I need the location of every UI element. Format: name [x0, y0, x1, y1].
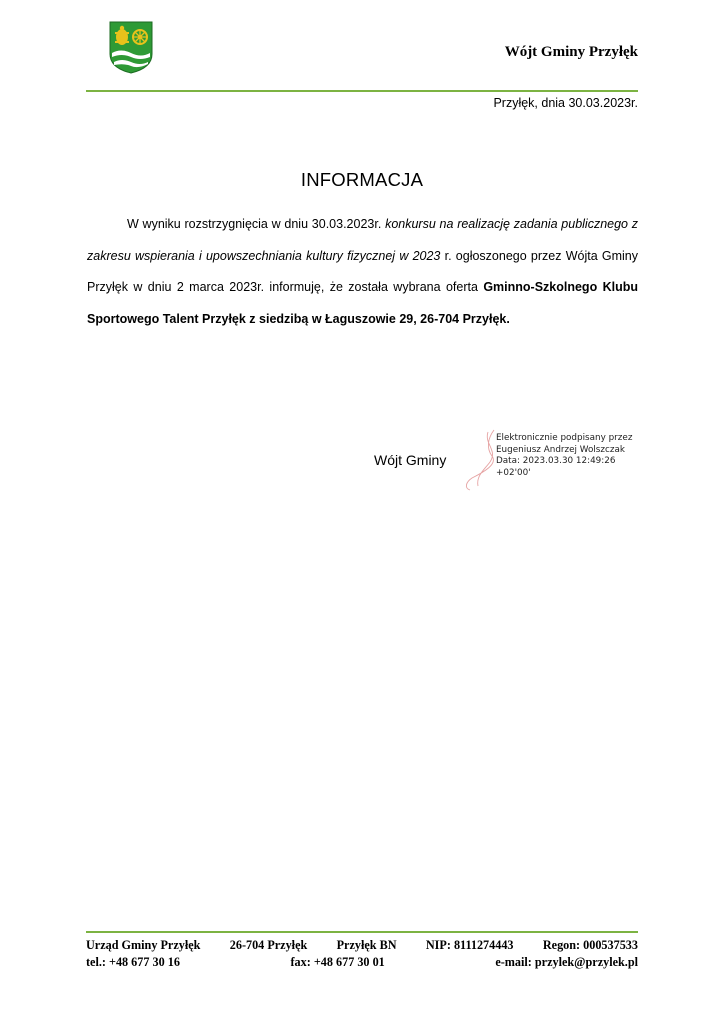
e-signature-line-1: Elektronicznie podpisany przez [496, 433, 633, 443]
header-org-name: Wójt Gminy Przyłęk [504, 44, 638, 60]
header-divider [86, 90, 638, 92]
signer-title: Wójt Gminy [374, 452, 447, 468]
przylek-coat-of-arms-icon [108, 20, 154, 74]
e-signature-line-3: Data: 2023.03.30 12:49:26 [496, 456, 616, 467]
winning-organization: Gminno-Szkolnego Klubu Sportowego Talent Przyłęk z siedzibą w Łaguszowie 29, 26-704 Przyłęk [87, 280, 638, 326]
footer-postal: 26-704 Przyłęk [229, 938, 308, 952]
footer-row-1 [86, 937, 638, 954]
footer-tel: tel.: +48 677 30 16 [86, 955, 180, 969]
body-text-part-1: W wyniku rozstrzygnięcia w dniu 30.03.2023r. [127, 217, 386, 231]
e-signature-line-2: Eugeniusz Andrzej Wolszczak [496, 444, 625, 455]
body-text-part-2: r. ogłoszonego przez Wójta Gminy Przyłęk w dniu 2 marca 2023r. informuję, że została wybrana oferta [87, 248, 639, 294]
footer-fax: fax: +48 677 30 01 [290, 955, 385, 969]
e-signature-line-4: +02'00' [496, 467, 531, 478]
footer-office: Urząd Gminy Przyłęk [86, 938, 201, 952]
place-and-date: Przyłęk, dnia 30.03.2023r. [493, 96, 638, 110]
footer-bank: Przyłęk BN [336, 938, 397, 952]
contest-name: konkursu na realizację zadania publicznego z zakresu wspierania i upowszechniania kultury fizycznej w 2023 [87, 217, 639, 263]
footer-divider [86, 931, 638, 933]
footer [86, 937, 638, 971]
footer-email: e-mail: przylek@przylek.pl [495, 955, 638, 969]
body-text-end: . [506, 311, 510, 326]
document-title: INFORMACJA [300, 169, 424, 190]
body-paragraph [87, 209, 638, 335]
footer-row-2 [86, 954, 638, 971]
footer-nip: NIP: 8111274443 [425, 938, 514, 952]
electronic-signature-block [496, 433, 632, 479]
footer-regon: Regon: 000537533 [542, 938, 638, 952]
